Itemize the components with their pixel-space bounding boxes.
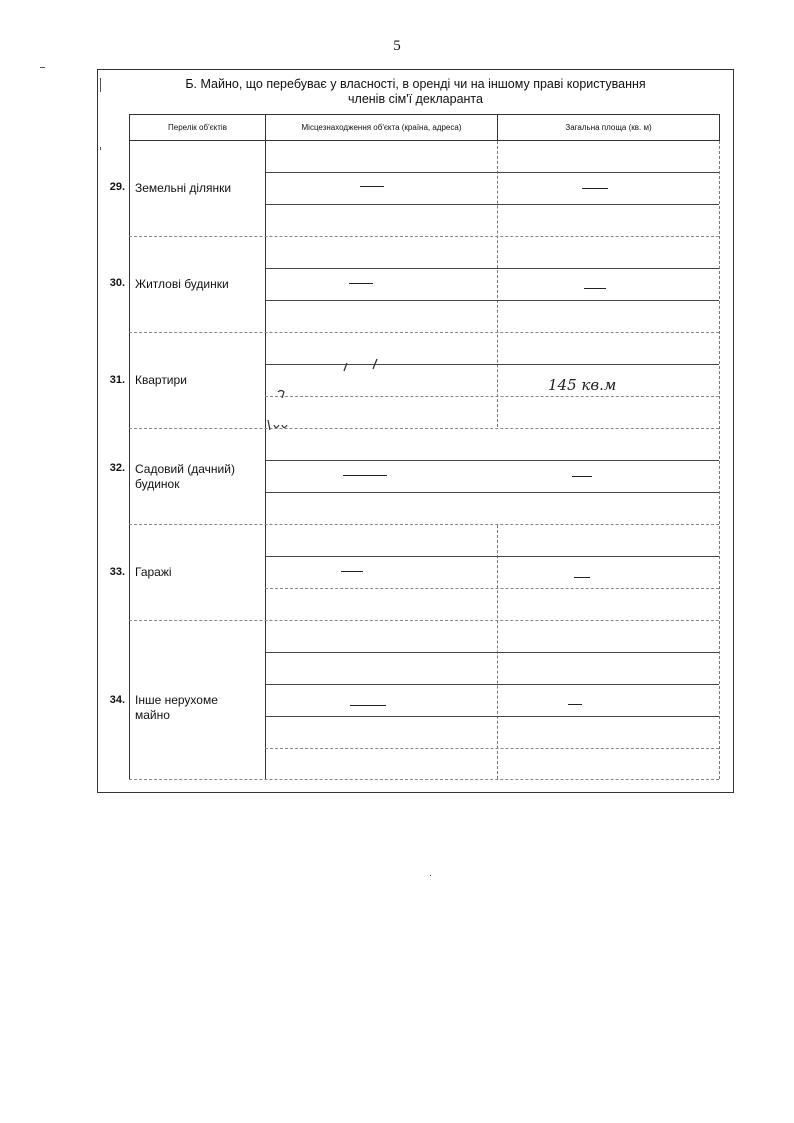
page-number: 5: [393, 38, 401, 54]
row-label-apartments: Квартири: [135, 373, 187, 387]
handwritten-dash: [568, 704, 582, 705]
row-separator: [129, 620, 719, 621]
scan-speck: [430, 875, 431, 876]
row-number-34: 34.: [109, 694, 125, 706]
sub-line: [265, 556, 719, 557]
handwritten-dash: [350, 705, 386, 706]
row-number-30: 30.: [109, 277, 125, 289]
row-number-33: 33.: [109, 566, 125, 578]
handwritten-dash: [341, 571, 363, 572]
sub-line: [265, 684, 719, 685]
sub-line: [265, 716, 719, 717]
sub-line: [265, 652, 719, 653]
handwritten-dash: [360, 186, 384, 187]
row-number-32: 32.: [109, 462, 125, 474]
row-number-29: 29.: [109, 181, 125, 193]
scan-speck: [40, 67, 45, 68]
row-label-land-plots: Земельні ділянки: [135, 181, 232, 195]
row-label-garden-house: Садовий (дачний) будинок: [135, 462, 235, 491]
row-label-houses: Житлові будинки: [135, 277, 229, 291]
handwritten-dash: [343, 475, 387, 476]
row-separator: [129, 428, 719, 429]
sub-line: [265, 460, 719, 461]
handwritten-dash: [582, 188, 608, 189]
scan-speck: [100, 147, 101, 150]
column-header-objects: Перелік об'єктів: [129, 114, 266, 141]
redacted-scribble: [262, 355, 412, 440]
row-separator: [129, 524, 719, 525]
table-right-border: [719, 141, 720, 779]
row-separator: [129, 236, 719, 237]
handwritten-dash: [349, 283, 373, 284]
section-title-line1: Б. Майно, що перебуває у власності, в оренді чи на іншому праві користування: [185, 77, 646, 91]
handwritten-dash: [584, 288, 606, 289]
sub-line: [265, 268, 719, 269]
sub-line: [265, 172, 719, 173]
row-label-other-real-estate: Інше нерухоме майно: [135, 693, 218, 722]
sub-line: [265, 204, 719, 205]
handwritten-apartment-area: 145 кв.м: [548, 376, 617, 394]
table-bottom-border: [129, 779, 719, 780]
scan-speck: [100, 78, 101, 92]
sub-line: [265, 300, 719, 301]
column-header-area: Загальна площа (кв. м): [497, 114, 720, 141]
row-label-garages: Гаражі: [135, 565, 172, 579]
handwritten-dash: [572, 476, 592, 477]
sub-line: [265, 492, 719, 493]
row-separator: [129, 332, 719, 333]
sub-line: [265, 588, 719, 589]
handwritten-dash: [574, 577, 590, 578]
row-number-31: 31.: [109, 374, 125, 386]
section-title-line2: членів сім'ї декларанта: [348, 92, 483, 106]
sub-line: [265, 748, 719, 749]
section-title: [97, 77, 734, 107]
column-header-location: Місцезнаходження об'єкта (країна, адреса): [265, 114, 498, 141]
column-divider-2-upper: [497, 141, 498, 427]
